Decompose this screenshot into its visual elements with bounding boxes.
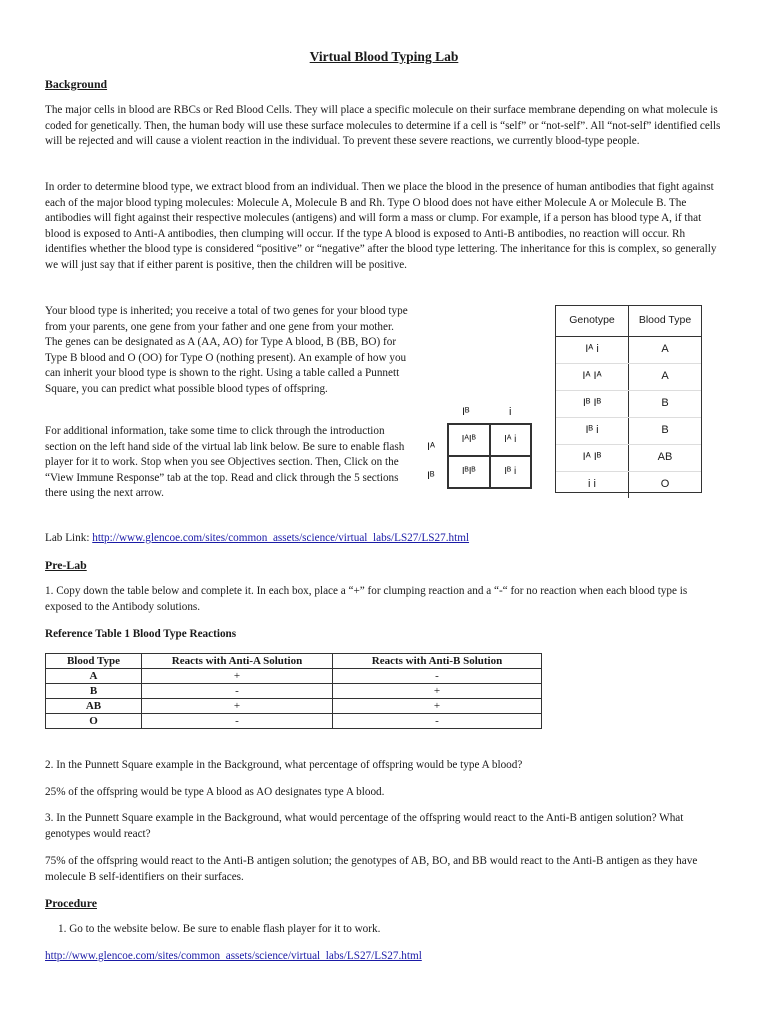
blood-type-cell: AB xyxy=(46,699,142,714)
anti-a-cell: + xyxy=(142,669,333,684)
procedure-heading: Procedure xyxy=(45,896,97,910)
lab-link-line xyxy=(45,531,721,547)
procedure-link-line xyxy=(45,949,721,965)
blood-type-cell: O xyxy=(660,478,670,491)
table-row xyxy=(556,445,701,472)
prelab-heading: Pre-Lab xyxy=(45,558,87,572)
background-paragraph-4: For additional information, take some time to click through the introduction section on the left hand side of the virtual lab link below. Be sure to enable flash player for it to work. Stop when you see Objectives section. Then, Click on the “View Immune Response” tab at the top. Read and click through the 5 sections there using the next arrow. xyxy=(45,425,405,499)
table-row xyxy=(46,699,542,714)
genotype-cell: Iᴬ i xyxy=(556,337,629,363)
background-paragraph-1: The major cells in blood are RBCs or Red Blood Cells. They will place a specific molecule on their surface membrane depending on what molecule is coded for genetically. Then, the human body will use these surface molecules to determine if a cell is “self” or “not-self”. All “not-self” identified cells will be rejected and will cause a violent reaction in the individual. To prevent these severe reactions, we currently blood-type people. xyxy=(45,104,721,147)
page-title: Virtual Blood Typing Lab xyxy=(309,49,459,64)
table-row xyxy=(556,391,701,418)
anti-b-cell: + xyxy=(333,699,542,714)
anti-b-cell: - xyxy=(333,714,542,729)
answer-3: 75% of the offspring would react to the Anti-B antigen solution; the genotypes of AB, BO, and BB would react to the Anti-B antigen as they have molecule B self-identifiers on their surfaces. xyxy=(45,855,698,883)
reference-table xyxy=(45,653,542,729)
anti-b-cell: - xyxy=(333,669,542,684)
punnett-top-allele-1: Iᴮ xyxy=(462,406,470,418)
punnett-side-allele-2: Iᴮ xyxy=(427,470,435,482)
blood-type-cell: O xyxy=(46,714,142,729)
blood-type-cell: A xyxy=(661,343,669,356)
lab-link-label: Lab Link: xyxy=(45,532,93,544)
genotype-cell: Iᴬ Iᴮ xyxy=(556,445,629,471)
table-header-row xyxy=(46,654,542,669)
genotype-cell: Iᴮ Iᴮ xyxy=(556,391,629,417)
blood-type-header: Blood Type xyxy=(638,314,692,327)
lab-link[interactable]: http://www.glencoe.com/sites/common_assets/science/virtual_labs/LS27/LS27.html xyxy=(92,532,470,544)
procedure-link[interactable]: http://www.glencoe.com/sites/common_assets/science/virtual_labs/LS27/LS27.html xyxy=(45,950,422,962)
genotype-cell: i i xyxy=(556,472,629,498)
anti-a-cell: + xyxy=(142,699,333,714)
blood-type-header: Blood Type xyxy=(46,654,142,669)
reference-table-caption: Reference Table 1 Blood Type Reactions xyxy=(45,628,237,640)
blood-type-cell: AB xyxy=(657,451,673,464)
answer-2: 25% of the offspring would be type A blood as AO designates type A blood. xyxy=(45,786,385,798)
punnett-square xyxy=(447,423,532,489)
genotype-table-header xyxy=(556,306,701,337)
genotype-header: Genotype xyxy=(556,306,629,336)
table-row xyxy=(46,669,542,684)
question-3: 3. In the Punnett Square example in the Background, what would percentage of the offspring would react to the Anti-B antigen solution? What genotypes would react? xyxy=(45,812,684,840)
anti-a-cell: - xyxy=(142,714,333,729)
blood-type-cell: B xyxy=(661,424,669,437)
anti-a-header: Reacts with Anti-A Solution xyxy=(142,654,333,669)
punnett-cell: IᴮIᴮ xyxy=(448,456,490,488)
blood-type-cell: A xyxy=(661,370,669,383)
genotype-cell: Iᴬ Iᴬ xyxy=(556,364,629,390)
punnett-cell: Iᴮ i xyxy=(490,456,532,488)
procedure-step-1: 1. Go to the website below. Be sure to enable flash player for it to work. xyxy=(58,923,381,935)
table-row xyxy=(46,684,542,699)
anti-b-header: Reacts with Anti-B Solution xyxy=(333,654,542,669)
blood-type-cell: A xyxy=(46,669,142,684)
background-paragraph-3: Your blood type is inherited; you receive a total of two genes for your blood type from your parents, one gene from your father and one gene from your mother. The genes can be designated as A (AA, AO) for Type A blood, B (BB, BO) for Type B blood and O (OO) for Type O (nothing present). An example of how you can inherit your blood type is shown to the right. Using a table called a Punnett Square, you can predict what possible blood types of offspring. xyxy=(45,305,408,395)
anti-a-cell: - xyxy=(142,684,333,699)
background-paragraph-2: In order to determine blood type, we extract blood from an individual. Then we place the blood in the presence of human antibodies that fight against each of the major blood typing molecules: Molecule A, Molecule B and Rh. Type O blood does not have either Molecule A or Molecule B. The antibodies will fight against their respective molecules (antigens) and will form a mass or clump. For example, if a person has blood type A, if that blood is exposed to Anti-A antibodies, then clumping will occur. If the type A blood is exposed to Anti-B antibodies, no reaction will occur. Rh identifies whether the blood type is considered “positive” or “negative” after the blood type lettering. The inheritance for this is complex, so generally we will just say that if either parent is positive, then the children will be positive. xyxy=(45,181,717,271)
genotype-table xyxy=(555,305,702,493)
punnett-top-allele-2: i xyxy=(509,406,512,418)
blood-type-cell: B xyxy=(661,397,669,410)
blood-type-cell: B xyxy=(46,684,142,699)
anti-b-cell: + xyxy=(333,684,542,699)
question-2: 2. In the Punnett Square example in the Background, what percentage of offspring would be type A blood? xyxy=(45,759,523,771)
background-heading: Background xyxy=(45,77,108,91)
punnett-cell: Iᴬ i xyxy=(490,424,532,456)
table-row xyxy=(556,418,701,445)
genotype-cell: Iᴮ i xyxy=(556,418,629,444)
punnett-cell: IᴬIᴮ xyxy=(448,424,490,456)
table-row xyxy=(556,472,701,498)
prelab-question-1: 1. Copy down the table below and complete it. In each box, place a “+” for clumping reaction and a “-“ for no reaction when each blood type is exposed to the Antibody solutions. xyxy=(45,585,688,613)
table-row xyxy=(556,364,701,391)
table-row xyxy=(46,714,542,729)
table-row xyxy=(556,337,701,364)
punnett-side-allele-1: Iᴬ xyxy=(427,441,436,453)
